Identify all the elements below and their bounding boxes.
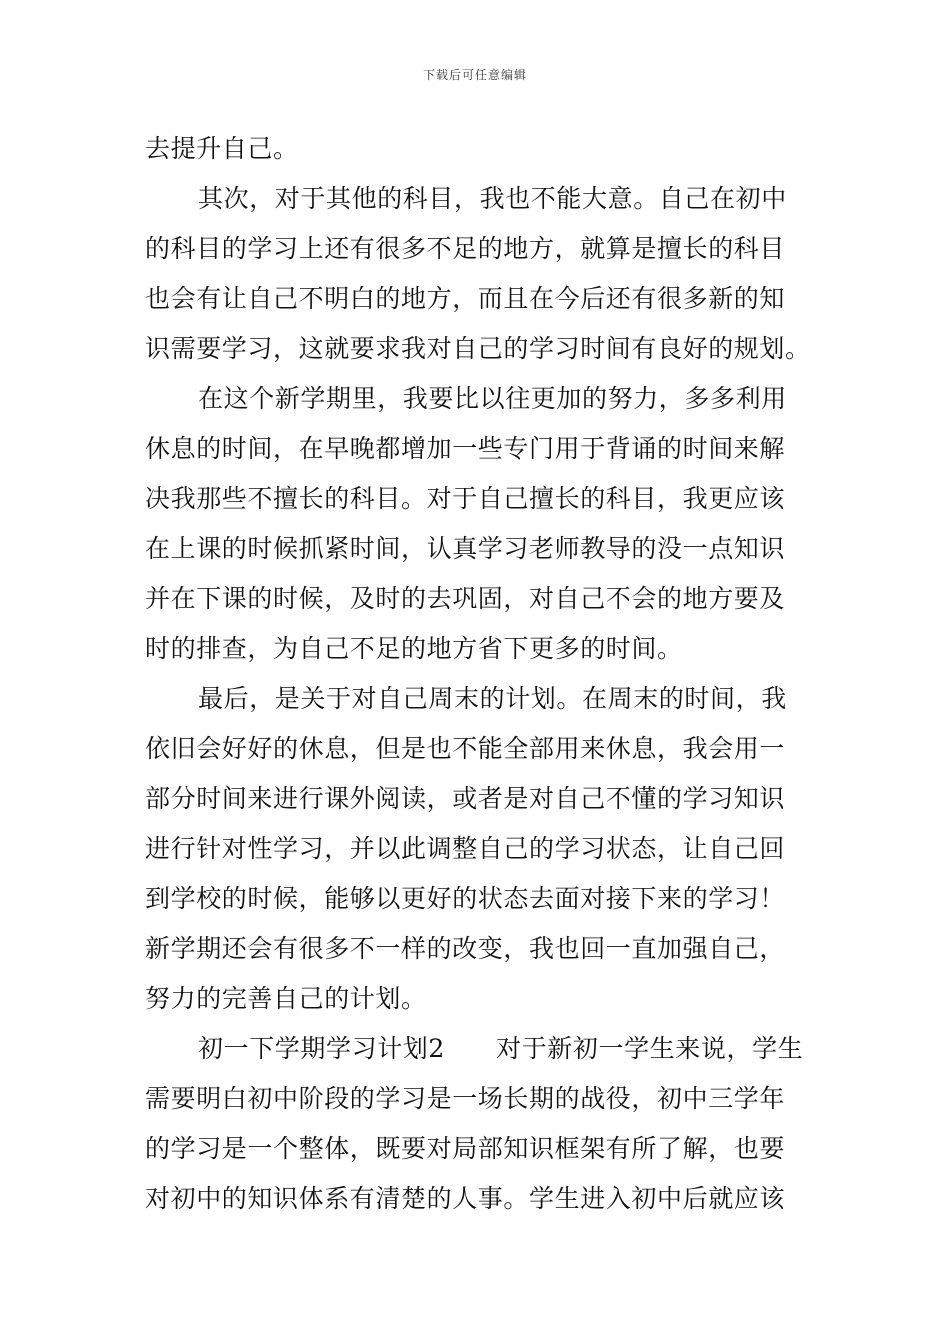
text-line: 到学校的时候，能够以更好的状态去面对接下来的学习！ (145, 884, 786, 913)
text-line: 识需要学习，这就要求我对自己的学习时间有良好的规划。 (145, 334, 811, 363)
text-line: 初一下学期学习计划2 对于新初一学生来说，学生 (198, 1034, 804, 1063)
text-line: 在这个新学期里，我要比以往更加的努力，多多利用 (198, 384, 787, 413)
text-line: 新学期还会有很多不一样的改变，我也回一直加强自己， (145, 934, 786, 963)
text-line: 并在下课的时候，及时的去巩固，对自己不会的地方要及 (145, 584, 786, 613)
text-line: 的科目的学习上还有很多不足的地方，就算是擅长的科目 (145, 234, 786, 263)
text-line: 也会有让自己不明白的地方，而且在今后还有很多新的知 (145, 284, 786, 313)
text-line: 的学习是一个整体，既要对局部知识框架有所了解，也要 (145, 1134, 786, 1163)
text-line: 在上课的时候抓紧时间，认真学习老师教导的没一点知识 (145, 534, 786, 563)
document-body (145, 124, 810, 1224)
text-line: 努力的完善自己的计划。 (145, 984, 427, 1013)
text-line: 部分时间来进行课外阅读，或者是对自己不懂的学习知识 (145, 784, 786, 813)
text-line: 决我那些不擅长的科目。对于自己擅长的科目，我更应该 (145, 484, 786, 513)
text-line: 依旧会好好的休息，但是也不能全部用来休息，我会用一 (145, 734, 786, 763)
text-line: 去提升自己。 (145, 134, 299, 163)
page-header-note: 下载后可任意编辑 (422, 68, 527, 82)
text-line: 最后，是关于对自己周末的计划。在周末的时间，我 (198, 684, 787, 713)
text-line: 进行针对性学习，并以此调整自己的学习状态，让自己回 (145, 834, 786, 863)
text-line: 时的排查，为自己不足的地方省下更多的时间。 (145, 634, 683, 663)
text-line: 对初中的知识体系有清楚的人事。学生进入初中后就应该 (145, 1184, 786, 1213)
text-line: 需要明白初中阶段的学习是一场长期的战役，初中三学年 (145, 1084, 786, 1113)
text-line: 休息的时间，在早晚都增加一些专门用于背诵的时间来解 (145, 434, 786, 463)
text-line: 其次，对于其他的科目，我也不能大意。自己在初中 (198, 184, 787, 213)
